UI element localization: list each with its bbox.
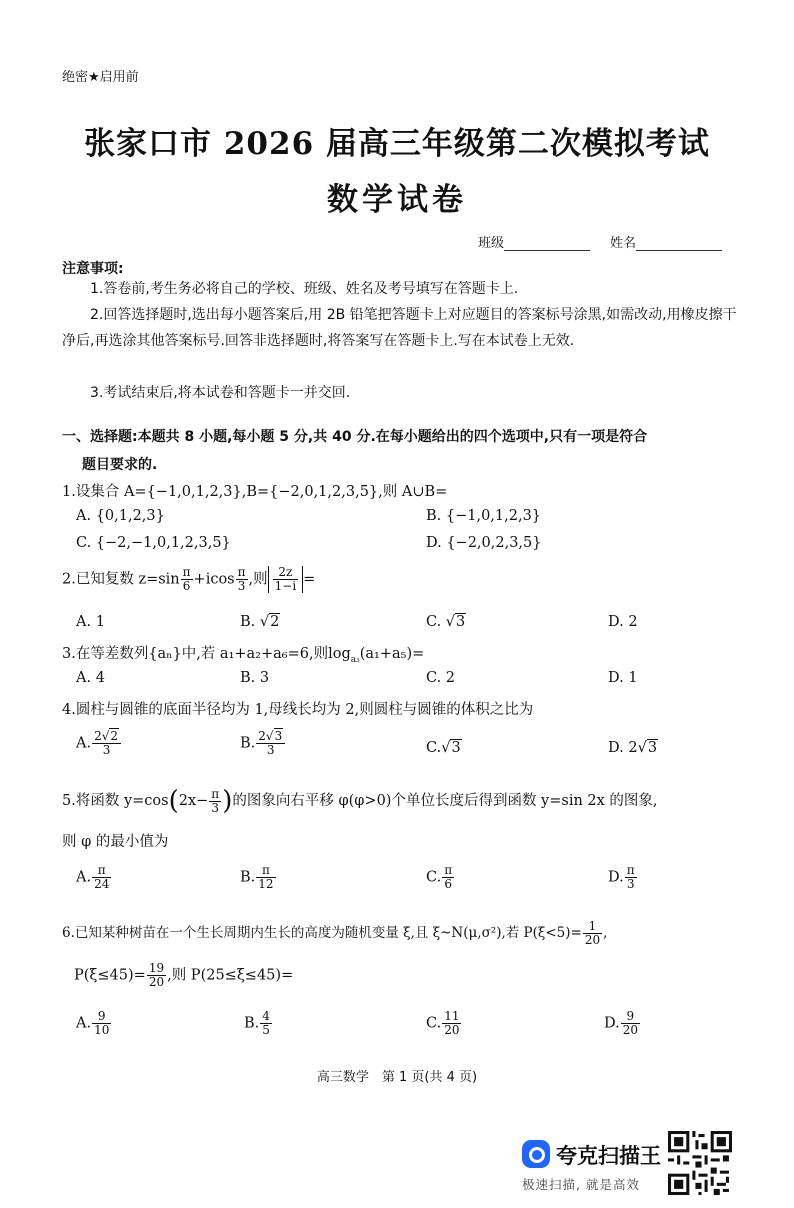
q3-option-c: C. 2 <box>426 670 456 686</box>
page-footer: 高三数学 第 1 页(共 4 页) <box>316 1070 478 1085</box>
q5-option-c: C. $\frac{\pi}{6}$ <box>426 863 453 891</box>
note-3: 3.考试结束后,将本试卷和答题卡一并交回. <box>90 385 351 401</box>
question-1: 1.设集合 A={−1,0,1,2,3},B={−2,0,1,2,3,5},则 A∪B= <box>62 484 448 500</box>
question-2: 2.已知复数 z=sin $\frac{\pi}{6}$ +icos $\frac{\pi}{3}$ ,则 $\frac{2z}{1-i}$ = <box>62 565 316 593</box>
q4-option-d: D. 2√3 <box>608 740 658 756</box>
q2-option-a: A. 1 <box>76 614 105 630</box>
question-3: 3.在等差数列{aₙ}中,若 a₁+a₂+a₆=6,则$\log_{a_3}(a_1+a_5)=$ <box>62 646 425 665</box>
q2-option-c: C. √3 <box>426 614 466 630</box>
q5-option-a: A. $\frac{\pi}{24}$ <box>76 863 110 891</box>
q2-option-d: D. 2 <box>608 614 638 630</box>
scanner-logo-icon <box>522 1140 550 1168</box>
q5-option-d: D. $\frac{\pi}{3}$ <box>608 863 635 891</box>
class-label: 班级 <box>478 236 505 251</box>
section-heading: 一、选择题:本题共 8 小题,每小题 5 分,共 40 分.在每小题给出的四个选项中,只有一项是符合 <box>62 429 648 445</box>
section-heading-cont: 题目要求的. <box>82 457 158 473</box>
q3-option-d: D. 1 <box>608 670 638 686</box>
class-field <box>478 232 590 251</box>
scanner-slogan: 极速扫描, 就是高效 <box>522 1177 640 1192</box>
q3-option-a: A. 4 <box>76 670 105 686</box>
q1-option-b: B. {−1,0,1,2,3} <box>426 508 542 524</box>
confidential-label: 绝密★启用前 <box>62 70 139 85</box>
question-4: 4.圆柱与圆锥的底面半径均为 1,母线长均为 2,则圆柱与圆锥的体积之比为 <box>62 702 534 718</box>
q4-option-b: B. $\frac{2√3}{3}$ <box>240 730 286 757</box>
q6-option-d: D. $\frac{9}{20}$ <box>604 1009 638 1037</box>
q2-option-b: B. √2 <box>240 614 280 630</box>
q1-option-d: D. {−2,0,2,3,5} <box>426 535 542 551</box>
exam-subtitle: 数学试卷 <box>327 182 467 218</box>
question-5: 5.将函数 y=cos(2x− $\frac{\pi}{3}$ )的图象向右平移 φ(φ>0)个单位长度后得到函数 y=sin 2x 的图象, <box>62 786 658 816</box>
name-label: 姓名 <box>610 236 637 251</box>
scanner-brand: 夸克扫描王 <box>556 1144 661 1168</box>
note-2: 2.回答选择题时,选出每小题答案后,用 2B 铅笔把答题卡上对应题目的答案标号涂黑,如需改动,用橡皮擦干净后,再选涂其他答案标号.回答非选择题时,将答案写在答题卡上.写在本试卷上无效. <box>62 307 737 349</box>
q6-option-a: A. $\frac{9}{10}$ <box>76 1009 110 1037</box>
q1-option-a: A. {0,1,2,3} <box>76 508 165 524</box>
q6-option-c: C. $\frac{11}{20}$ <box>426 1009 460 1037</box>
q4-option-a: A. $\frac{2√2}{3}$ <box>76 730 122 757</box>
q6-option-b: B. $\frac{4}{5}$ <box>244 1009 270 1037</box>
question-5-cont: 则 φ 的最小值为 <box>62 834 169 850</box>
notes-heading: 注意事项: <box>62 261 124 277</box>
q3-option-b: B. 3 <box>240 670 270 686</box>
exam-title: 张家口市 2026 届高三年级第二次模拟考试 <box>84 126 710 162</box>
q4-option-c: C.√3 <box>426 740 461 756</box>
qr-code-icon <box>668 1131 732 1195</box>
name-field <box>610 232 722 251</box>
note-1: 1.答卷前,考生务必将自己的学校、班级、姓名及考号填写在答题卡上. <box>90 281 519 297</box>
question-6: 6.已知某种树苗在一个生长周期内生长的高度为随机变量 ξ,且 ξ~N(μ,σ²),若 P(ξ<5)= $\frac{1}{20}$ , <box>62 919 608 947</box>
q1-option-c: C. {−2,−1,0,1,2,3,5} <box>76 535 231 551</box>
question-6-cont: P(ξ≤45)= $\frac{19}{20}$ ,则 P(25≤ξ≤45)= <box>74 961 294 989</box>
q5-option-b: B. $\frac{\pi}{12}$ <box>240 863 274 891</box>
